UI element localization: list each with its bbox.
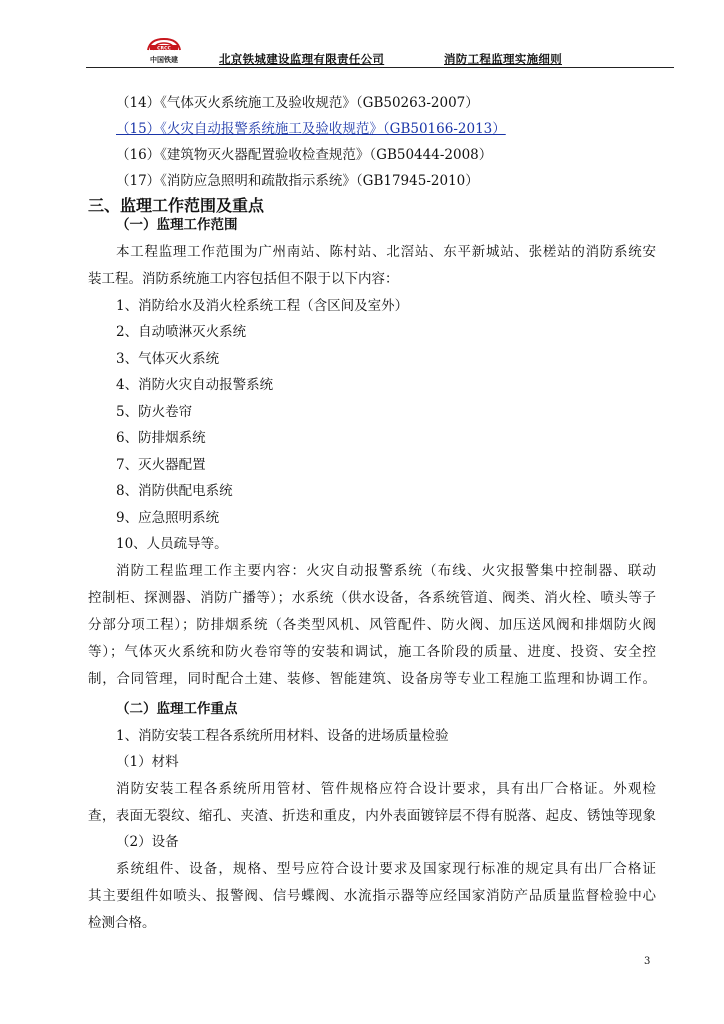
list-item: 1、消防给水及消火栓系统工程（含区间及室外） <box>116 298 409 314</box>
list-item: 2、自动喷淋灭火系统 <box>116 324 247 340</box>
list-item: 6、防排烟系统 <box>116 430 206 446</box>
standard-item-link[interactable]: （15）《火灾自动报警系统施工及验收规范》（GB50166-2013） <box>116 121 506 137</box>
section-heading: 三、监理工作范围及重点 <box>88 196 265 215</box>
list-item: 10、人员疏导等。 <box>116 536 228 552</box>
list-item: 9、应急照明系统 <box>116 510 220 526</box>
list-item: 3、气体灭火系统 <box>116 351 220 367</box>
header-rule <box>86 67 674 68</box>
paragraph-line: 本工程监理工作范围为广州南站、陈村站、北滘站、东平新城站、张槎站的消防系统安 <box>116 244 656 260</box>
page-header <box>86 34 674 68</box>
paragraph-line: 等）；气体灭火系统和防火卷帘等的安装和调试，施工各阶段的质量、进度、投资、安全控 <box>88 644 656 660</box>
logo-text: 中国铁建 <box>150 56 178 64</box>
paragraph-line: 制，合同管理，同时配合土建、装修、智能建筑、设备房等专业工程施工监理和协调工作。 <box>88 671 656 687</box>
paragraph-line: 控制柜、探测器、消防广播等）；水系统（供水设备，各系统管道、阀类、消火栓、喷头等子 <box>88 590 656 606</box>
standard-item: （14）《气体灭火系统施工及验收规范》（GB50263-2007） <box>116 95 479 111</box>
paragraph-line: 其主要组件如喷头、报警阀、信号蝶阀、水流指示器等应经国家消防产品质量监督检验中心 <box>88 888 656 904</box>
list-item: 8、消防供配电系统 <box>116 483 233 499</box>
subsection-heading: （二）监理工作重点 <box>116 701 238 717</box>
document-title: 消防工程监理实施细则 <box>444 52 562 66</box>
list-item: 7、灭火器配置 <box>116 457 206 473</box>
company-name: 北京铁城建设监理有限责任公司 <box>219 52 385 66</box>
list-item: 5、防火卷帘 <box>116 404 193 420</box>
paragraph-line: 系统组件、设备，规格、型号应符合设计要求及国家现行标准的规定具有出厂合格证 <box>116 861 656 877</box>
standard-item: （16）《建筑物灭火器配置验收检查规范》（GB50444-2008） <box>116 147 493 163</box>
svg-text:CRCC: CRCC <box>157 46 171 52</box>
paragraph-line: 1、消防安装工程各系统所用材料、设备的进场质量检验 <box>116 728 449 744</box>
item-heading: （1）材料 <box>116 754 179 770</box>
paragraph-line: 消防安装工程各系统所用管材、管件规格应符合设计要求，具有出厂合格证。外观检 <box>116 781 656 797</box>
paragraph-line: 分部分项工程）；防排烟系统（各类型风机、风管配件、防火阀、加压送风阀和排烟防火阀 <box>88 617 656 633</box>
item-heading: （2）设备 <box>116 834 179 850</box>
paragraph-line: 装工程。消防系统施工内容包括但不限于以下内容： <box>88 271 399 287</box>
paragraph-line: 检测合格。 <box>88 915 156 931</box>
subsection-heading: （一）监理工作范围 <box>116 217 238 233</box>
paragraph-line: 查，表面无裂纹、缩孔、夹渣、折迭和重皮，内外表面镀锌层不得有脱落、起皮、锈蚀等现象 <box>88 808 656 824</box>
standard-item: （17）《消防应急照明和疏散指示系统》（GB17945-2010） <box>116 173 479 189</box>
list-item: 4、消防火灾自动报警系统 <box>116 377 274 393</box>
crcc-logo-icon <box>144 36 184 54</box>
page-number: 3 <box>644 956 651 967</box>
crcc-logo <box>144 36 184 62</box>
paragraph-line: 消防工程监理工作主要内容：火灾自动报警系统（布线、火灾报警集中控制器、联动 <box>116 563 656 579</box>
